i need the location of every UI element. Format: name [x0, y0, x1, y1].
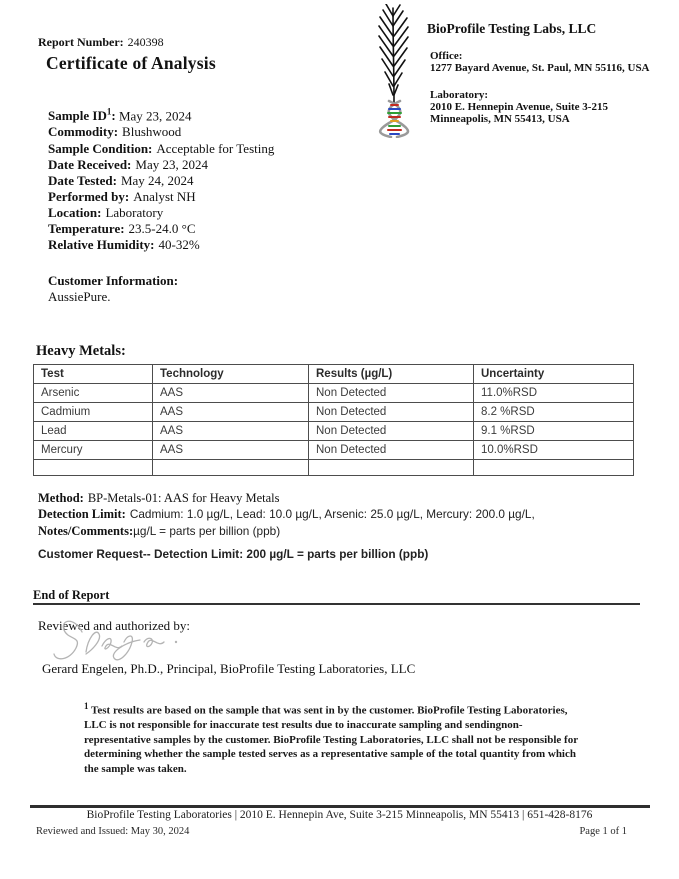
laboratory-address-line2: Minneapolis, MN 55413, USA	[430, 112, 570, 125]
footnote-line: $^1$ Test results are based on the sample that was sent in by the customer. BioProfile Testing Laboratories,	[84, 701, 568, 717]
temperature-field: Temperature: 23.5-24.0 °C	[48, 220, 196, 236]
detection-limit-line: Detection Limit: Cadmium: 1.0 µg/L, Lead: 10.0 µg/L, Arsenic: 25.0 µg/L, Mercury: 200.0 µg/L,	[38, 507, 535, 522]
table-header-row	[34, 365, 634, 384]
footnote-line: the sample was taken.	[84, 763, 187, 776]
office-address-block	[430, 51, 650, 75]
report-number	[38, 35, 164, 50]
header-technology: Technology	[153, 365, 309, 384]
location-field: Location: Laboratory	[48, 204, 164, 220]
heavy-metals-heading: Heavy Metals:	[36, 343, 126, 359]
company-name: BioProfile Testing Labs, LLC	[427, 21, 597, 36]
sample-id-field	[48, 104, 378, 124]
page-title: Certificate of Analysis	[46, 53, 216, 73]
sample-id-value: May 23, 2024	[118, 108, 192, 124]
laboratory-address-block	[430, 90, 608, 125]
table-row-arsenic: Arsenic AAS Non Detected 11.0%RSD	[34, 384, 634, 403]
date-received-field: Date Received: May 23, 2024	[48, 156, 208, 172]
footnote-line: representative samples by the customer. BioProfile Testing Laboratories, LLC shall not be responsible for	[84, 733, 579, 746]
footer-company-line: BioProfile Testing Laboratories | 2010 E. Hennepin Ave, Suite 3-215 Minneapolis, MN 55413 | 651-428-8176	[86, 809, 593, 821]
sample-id-footnote-marker: 1	[106, 107, 112, 117]
relative-humidity-field: Relative Humidity: 40-32%	[48, 237, 200, 253]
office-address: 1277 Bayard Avenue, St. Paul, MN 55116, USA	[430, 61, 650, 74]
table-row-lead: Lead AAS Non Detected 9.1 %RSD	[34, 422, 634, 441]
footnote-line: LLC is not responsible for inaccurate test results due to inaccurate sampling and sendingnon-	[84, 719, 523, 732]
reviewed-authorized-line: Reviewed and authorized by:	[38, 618, 190, 633]
footer-page-number: Page 1 of 1	[579, 826, 627, 837]
sample-id-colon: :	[111, 108, 116, 124]
sample-id-label: Sample ID	[48, 108, 107, 124]
report-number-value: 240398	[127, 35, 164, 49]
end-of-report-label: End of Report	[33, 588, 110, 602]
customer-name: AussiePure.	[48, 288, 111, 304]
footer-divider	[30, 805, 650, 808]
method-line: Method: BP-Metals-01: AAS for Heavy Metals	[38, 491, 280, 505]
office-label: Office:	[430, 50, 463, 62]
commodity-field: Commodity: Blushwood	[48, 124, 182, 140]
customer-request-line: Customer Request-- Detection Limit: 200 µg/L = parts per billion (ppb)	[38, 547, 429, 561]
sample-info-block	[48, 104, 378, 253]
performed-by-field: Performed by: Analyst NH	[48, 188, 196, 204]
footnote-block	[84, 699, 616, 777]
footnote-line: determining whether the sample tested serves as a representative sample of the total quantity from which	[84, 748, 576, 761]
table-row-empty	[34, 460, 634, 476]
header-test: Test	[34, 365, 153, 384]
sample-condition-field: Sample Condition: Acceptable for Testing	[48, 140, 275, 156]
table-row-mercury: Mercury AAS Non Detected 10.0%RSD	[34, 441, 634, 460]
header-uncertainty: Uncertainty	[474, 365, 634, 384]
laboratory-address-line1: 2010 E. Hennepin Avenue, Suite 3-215	[430, 100, 608, 113]
signer-name-line: Gerard Engelen, Ph.D., Principal, BioProfile Testing Laboratories, LLC	[42, 661, 416, 676]
customer-information-heading: Customer Information:	[48, 273, 179, 288]
footer-reviewed-issued: Reviewed and Issued: May 30, 2024	[36, 826, 190, 837]
customer-information-block	[48, 273, 178, 304]
laboratory-label: Laboratory:	[430, 89, 489, 101]
method-block	[38, 490, 535, 539]
header-results: Results (µg/L)	[309, 365, 474, 384]
date-tested-field: Date Tested: May 24, 2024	[48, 172, 194, 188]
report-number-label: Report Number:	[38, 35, 124, 49]
notes-comments-line: Notes/Comments:µg/L = parts per billion (ppb)	[38, 523, 281, 538]
end-of-report-divider	[33, 603, 640, 605]
table-row-cadmium: Cadmium AAS Non Detected 8.2 %RSD	[34, 403, 634, 422]
heavy-metals-table	[33, 364, 634, 476]
footnote-marker: 1	[84, 701, 89, 711]
